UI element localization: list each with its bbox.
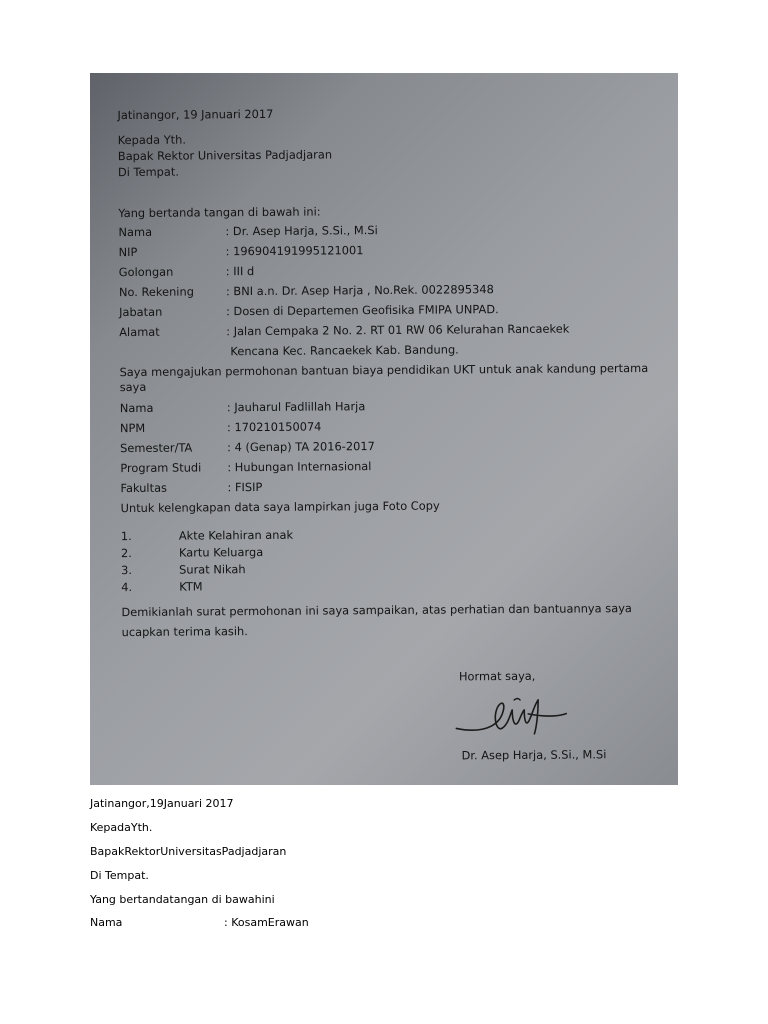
footer-recipient-1: KepadaYth. xyxy=(90,821,153,834)
address-continuation: Kencana Kec. Rancaekek Kab. Bandung. xyxy=(230,342,459,359)
field-value-golongan: : III d xyxy=(225,264,255,279)
child-label-npm: NPM xyxy=(119,420,146,436)
field-value-nama: : Dr. Asep Harja, S.Si., M.Si xyxy=(225,223,378,239)
field-label-alamat: Alamat xyxy=(119,324,160,340)
letter-content xyxy=(90,73,678,785)
field-value-rekening: : BNI a.n. Dr. Asep Harja , No.Rek. 0022895348 xyxy=(225,282,494,299)
attachment-text-3: Surat Nikah xyxy=(179,562,246,577)
attachment-num-2: 2. xyxy=(120,545,132,561)
field-value-nip: : 196904191995121001 xyxy=(225,243,364,259)
footer-intro: Yang bertandatangan di bawahini xyxy=(90,893,275,906)
request-line-2: saya xyxy=(119,379,147,395)
attachment-num-4: 4. xyxy=(121,579,133,595)
child-label-prodi: Program Studi xyxy=(120,460,202,476)
child-value-fakultas: : FISIP xyxy=(227,479,263,495)
field-label-nama: Nama xyxy=(118,224,153,240)
letter-photo xyxy=(90,73,678,785)
closing-line-1: Demikianlah surat permohonan ini saya sampaikan, atas perhatian dan bantuannya saya xyxy=(121,601,632,620)
attachment-text-2: Kartu Keluarga xyxy=(178,544,264,560)
field-value-jabatan: : Dosen di Departemen Geofisika FMIPA UNPAD. xyxy=(226,302,499,319)
recipient-line-2: Bapak Rektor Universitas Padjadjaran xyxy=(117,147,333,164)
attachment-num-3: 3. xyxy=(121,562,133,578)
footer-name-label: Nama xyxy=(90,916,123,929)
closing-line-2: ucapkan terima kasih. xyxy=(121,624,248,640)
footer-recipient-3: Di Tempat. xyxy=(90,869,149,882)
attachment-text-4: KTM xyxy=(179,579,203,594)
recipient-line-3: Di Tempat. xyxy=(117,164,180,180)
regards: Hormat saya, xyxy=(458,668,536,684)
signature-image xyxy=(454,688,574,744)
attachment-num-1: 1. xyxy=(120,528,132,544)
child-value-npm: : 170210150074 xyxy=(226,419,322,435)
attachment-intro: Untuk kelengkapan data saya lampirkan juga Foto Copy xyxy=(120,498,440,516)
request-line-1: Saya mengajukan permohonan bantuan biaya pendidikan UKT untuk anak kandung pertama xyxy=(119,360,649,380)
child-label-nama: Nama xyxy=(119,400,154,416)
child-value-nama: : Jauharul Fadlillah Harja xyxy=(226,399,366,415)
field-label-rekening: No. Rekening xyxy=(118,284,194,300)
footer-name-value: : KosamErawan xyxy=(224,916,309,929)
child-label-fakultas: Fakultas xyxy=(120,480,168,496)
field-label-nip: NIP xyxy=(118,244,138,260)
signer-name: Dr. Asep Harja, S.Si., M.Si xyxy=(461,747,607,763)
child-value-prodi: : Hubungan Internasional xyxy=(227,459,372,475)
child-value-semester: : 4 (Genap) TA 2016-2017 xyxy=(227,439,375,455)
recipient-line-1: Kepada Yth. xyxy=(117,132,186,148)
field-value-alamat: : Jalan Cempaka 2 No. 2. RT 01 RW 06 Kelurahan Rancaekek xyxy=(226,321,570,339)
footer-date: Jatinangor,19Januari 2017 xyxy=(90,797,234,810)
child-label-semester: Semester/TA xyxy=(120,440,193,456)
footer-recipient-2: BapakRektorUniversitasPadjadjaran xyxy=(90,845,287,858)
field-label-jabatan: Jabatan xyxy=(119,304,163,320)
attachment-text-1: Akte Kelahiran anak xyxy=(178,527,294,543)
intro-line: Yang bertanda tangan di bawah ini: xyxy=(118,204,321,221)
letter-date: Jatinangor, 19 Januari 2017 xyxy=(117,106,274,123)
field-label-golongan: Golongan xyxy=(118,264,174,280)
